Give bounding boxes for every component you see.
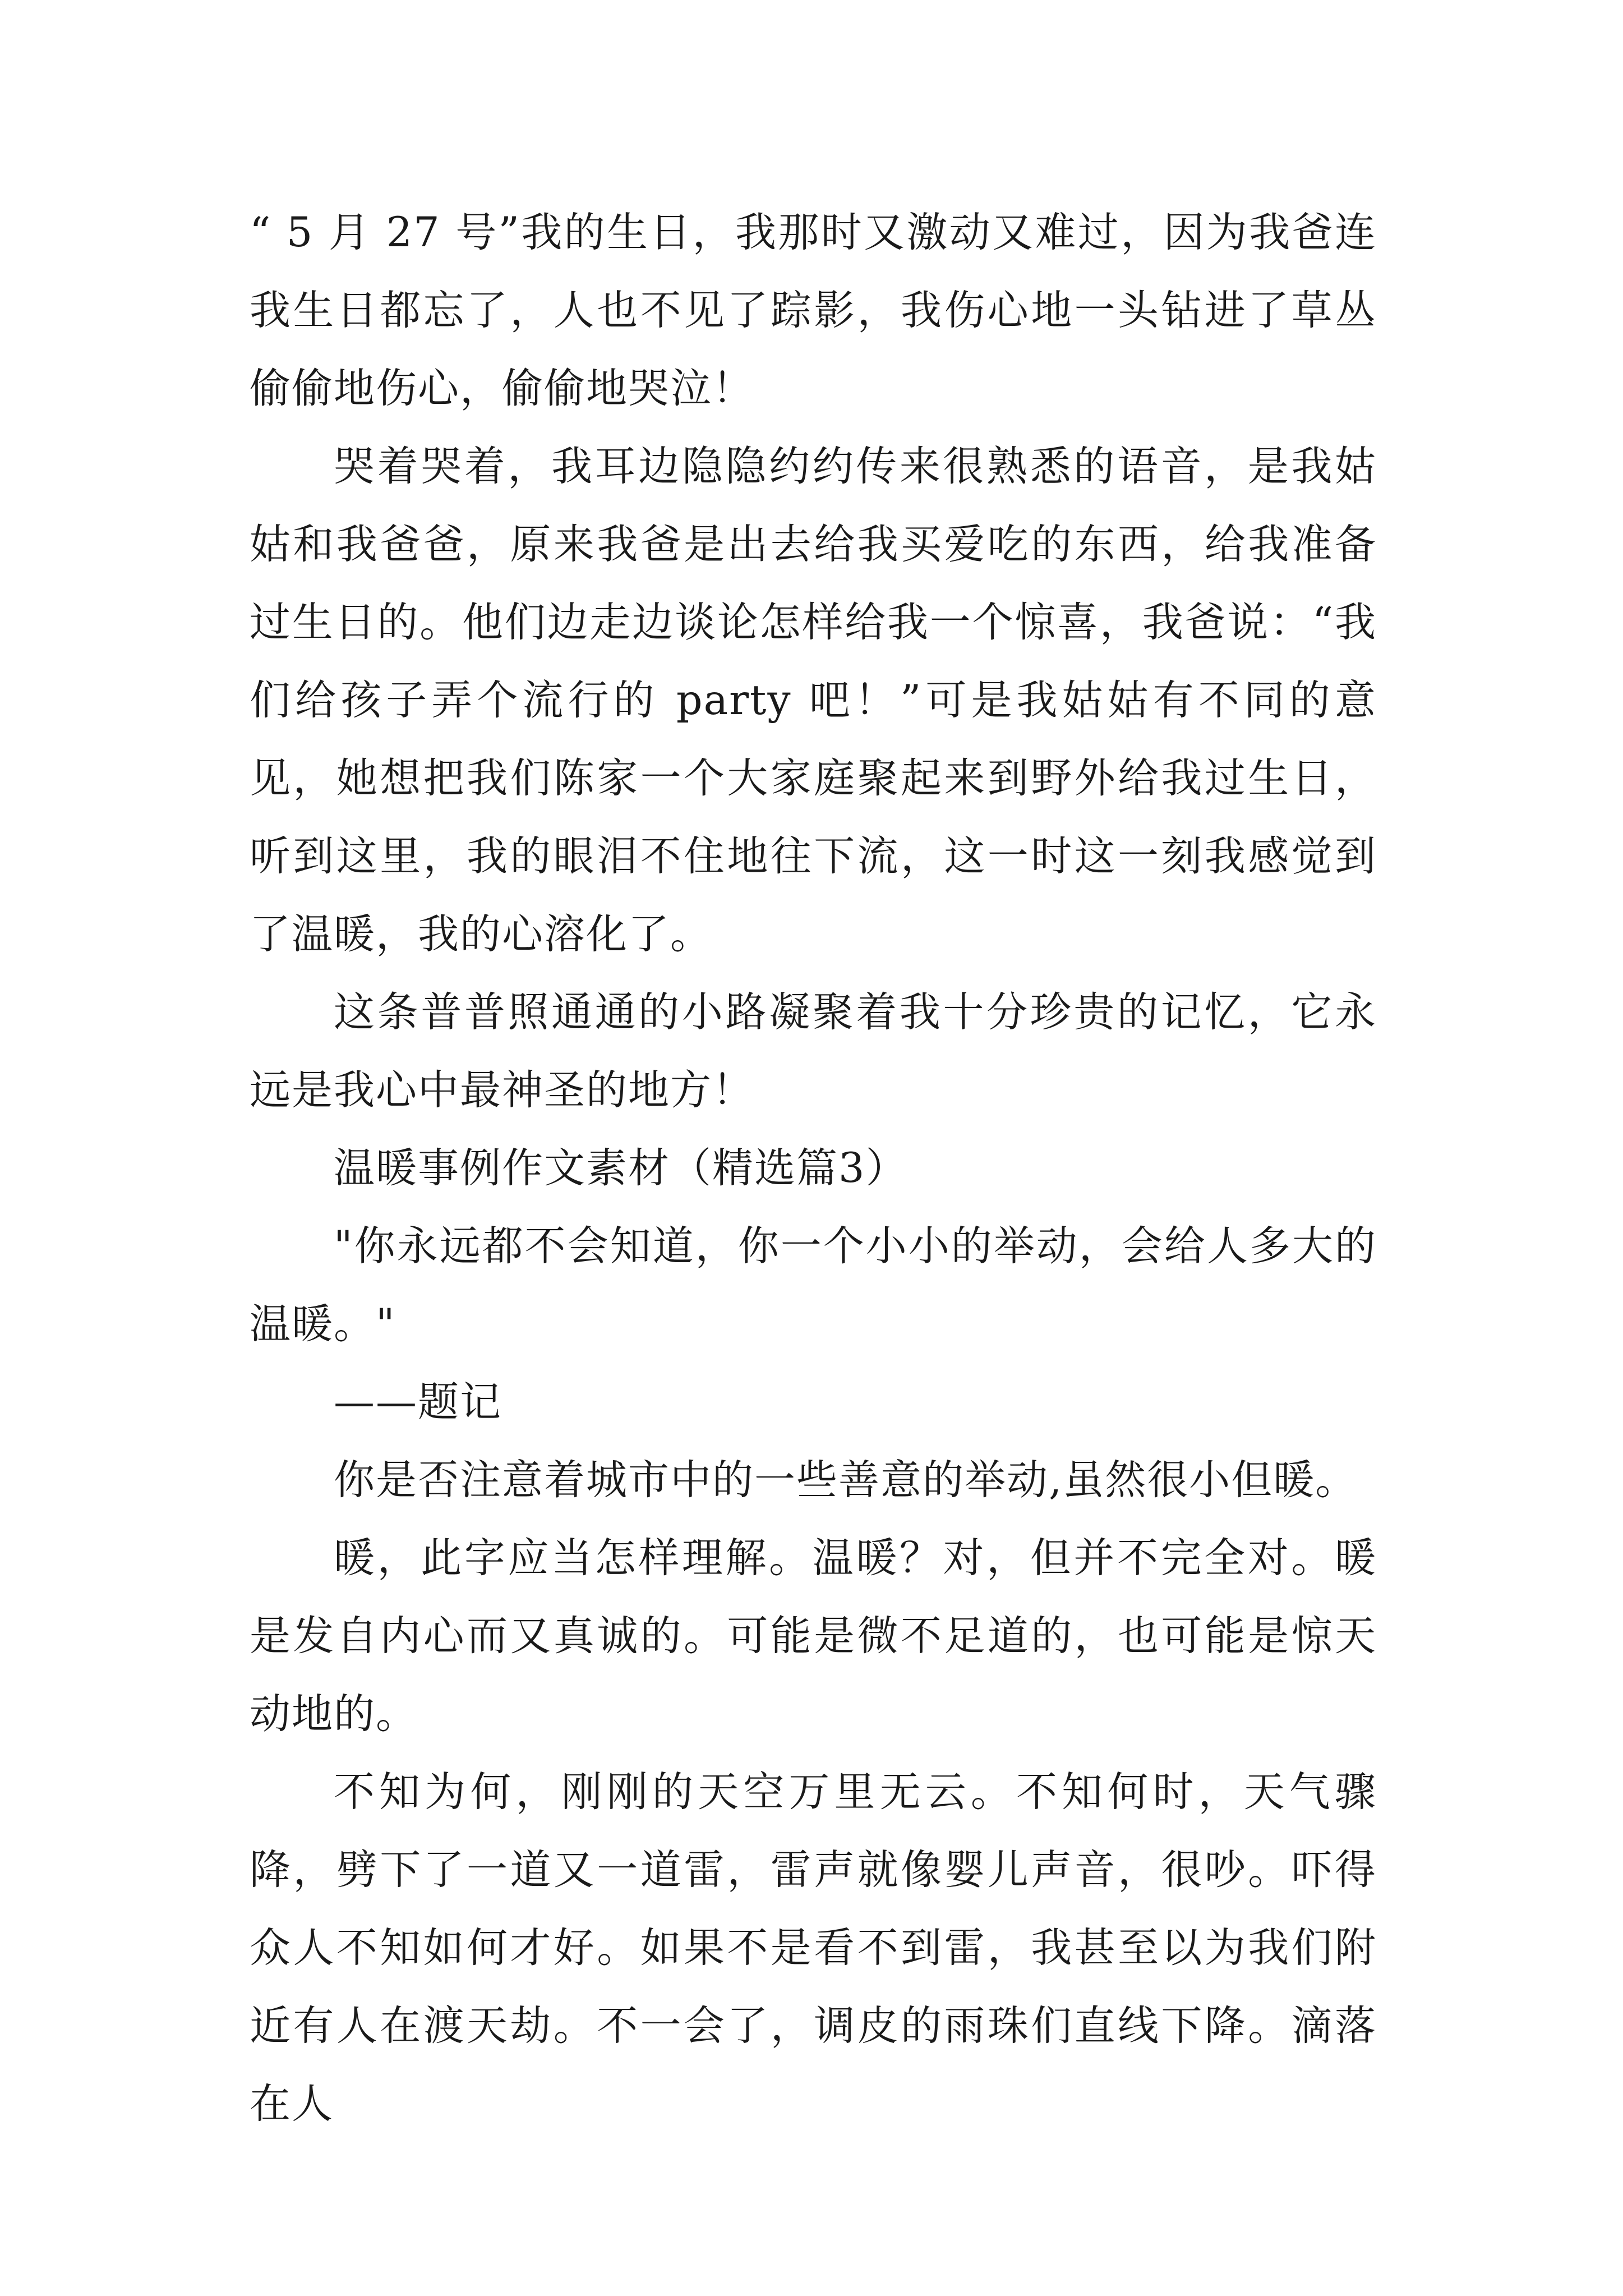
document-body [250, 194, 1377, 2143]
paragraph-meaning: 暖，此字应当怎样理解。温暖？对，但并不完全对。暖是发自内心而又真诚的。可能是微不足道的，也可能是惊天动地的。 [250, 1534, 1377, 1738]
paragraph-thunderstorm: 不知为何，刚刚的天空万里无云。不知何时，天气骤降，劈下了一道又一道雷，雷声就像婴儿声音，很吵。吓得众人不知如何才好。如果不是看不到雷，我甚至以为我们附近有人在渡天劫。不一会了，调皮的雨珠们直线下降。滴落在人 [250, 1768, 1377, 2128]
paragraph-crying: 哭着哭着，我耳边隐隐约约传来很熟悉的语音，是我姑姑和我爸爸，原来我爸是出去给我买爱吃的东西，给我准备过生日的。他们边走边谈论怎样给我一个惊喜，我爸说：“我们给孩子弄个流行的 party 吧！”可是我姑姑有不同的意见，她想把我们陈家一个大家庭聚起来到野外给我过生日，听到这里，我的眼泪不住地往下流，这一时这一刻我感觉到了温暖，我的心溶化了。 [250, 443, 1377, 958]
paragraph-memory-road: 这条普普照通通的小路凝聚着我十分珍贵的记忆，它永远是我心中最神圣的地方！ [250, 988, 1377, 1114]
section-heading: 温暖事例作文素材（精选篇3） [334, 1144, 908, 1192]
epigraph-attribution: ——题记 [334, 1378, 502, 1426]
epigraph-quote: "你永远都不会知道，你一个小小的举动，会给人多大的温暖。" [250, 1222, 1377, 1348]
paragraph-birthday: “ 5 月 27 号”我的生日，我那时又激动又难过，因为我爸连我生日都忘了，人也不见了踪影，我伤心地一头钻进了草丛偷偷地伤心，偷偷地哭泣！ [250, 209, 1377, 412]
paragraph-question: 你是否注意着城市中的一些善意的举动,虽然很小但暖。 [334, 1456, 1358, 1504]
